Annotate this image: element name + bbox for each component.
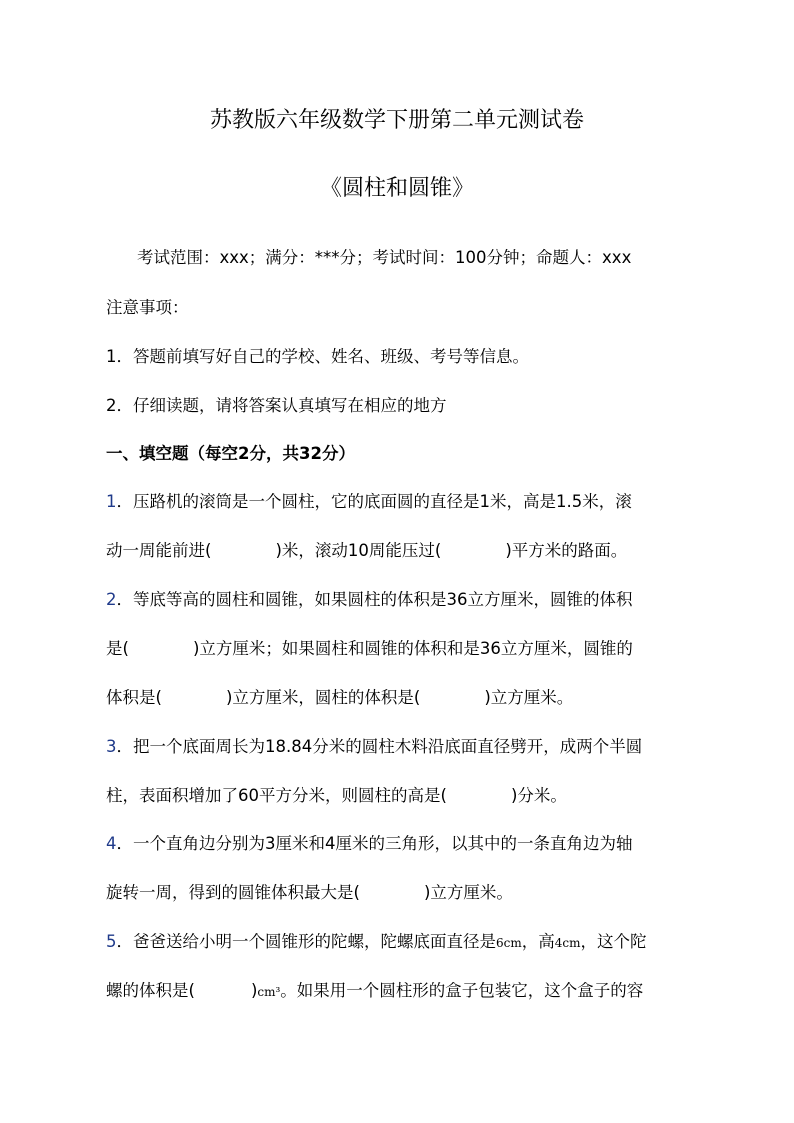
question-text: 螺的体积是( [106, 981, 195, 1000]
question-3-line-1 [106, 735, 716, 759]
question-3-line-2 [106, 784, 716, 808]
question-text: ．压路机的滚筒是一个圆柱，它的底面圆的直径是1米，高是1.5米，滚 [116, 492, 632, 511]
question-2-line-3 [106, 686, 716, 710]
question-number: 1 [106, 492, 117, 511]
document-title: 苏教版六年级数学下册第二单元测试卷 [209, 108, 584, 133]
question-number: 4 [106, 834, 117, 853]
question-text: 柱，表面积增加了60平方分米，则圆柱的高是( [106, 786, 447, 805]
question-text: ) [250, 981, 258, 1000]
question-2-line-1 [106, 588, 716, 612]
question-text: ．爸爸送给小明一个圆锥形的陀螺，陀螺底面直径是 [116, 932, 496, 951]
unit-text: 4cm [554, 936, 581, 950]
question-text: 旋转一周，得到的圆锥体积最大是( [106, 883, 360, 902]
question-text: )立方厘米。 [423, 883, 513, 902]
question-text: )立方厘米；如果圆柱和圆锥的体积和是36立方厘米，圆锥的 [192, 639, 633, 658]
question-text: )立方厘米。 [484, 688, 574, 707]
question-number: 2 [106, 590, 117, 609]
question-4-line-2 [106, 881, 716, 905]
question-text: 。如果用一个圆柱形的盒子包装它，这个盒子的容 [280, 981, 644, 1000]
document-subtitle: 《圆柱和圆锥》 [319, 176, 474, 201]
notice-heading: 注意事项： [106, 298, 189, 317]
question-text: )立方厘米，圆柱的体积是( [225, 688, 421, 707]
question-number: 3 [106, 737, 117, 756]
question-1-line-1 [106, 490, 716, 514]
question-text: ，这个陀 [580, 932, 647, 951]
question-text: ．把一个底面周长为18.84分米的圆柱木料沿底面直径劈开，成两个半圆 [116, 737, 643, 756]
question-text: 是( [106, 639, 129, 658]
question-text: )平方米的路面。 [505, 541, 628, 560]
question-5-line-1 [106, 930, 716, 955]
question-text: ．等底等高的圆柱和圆锥，如果圆柱的体积是36立方厘米，圆锥的体积 [116, 590, 633, 609]
question-text: ．一个直角边分别为3厘米和4厘米的三角形，以其中的一条直角边为轴 [116, 834, 633, 853]
question-text: 动一周能前进( [106, 541, 212, 560]
question-text: )分米。 [510, 786, 567, 805]
unit-text: 6cm [496, 936, 522, 950]
question-text: 体积是( [106, 688, 162, 707]
unit-text: cm³ [257, 985, 281, 999]
question-text: )米，滚动10周能压过( [275, 541, 442, 560]
question-4-line-1 [106, 832, 716, 856]
question-5-line-2 [106, 979, 716, 1004]
question-number: 5 [106, 932, 117, 951]
question-text: ，高 [521, 932, 555, 951]
exam-info: 考试范围：xxx；满分：***分；考试时间：100分钟；命题人：xxx [137, 248, 632, 267]
notice-item-1: 1．答题前填写好自己的学校、姓名、班级、考号等信息。 [106, 347, 529, 366]
section-heading: 一、填空题（每空2分，共32分） [106, 444, 355, 463]
notice-item-2: 2．仔细读题，请将答案认真填写在相应的地方 [106, 396, 447, 415]
question-2-line-2 [106, 637, 716, 661]
question-1-line-2 [106, 539, 716, 563]
